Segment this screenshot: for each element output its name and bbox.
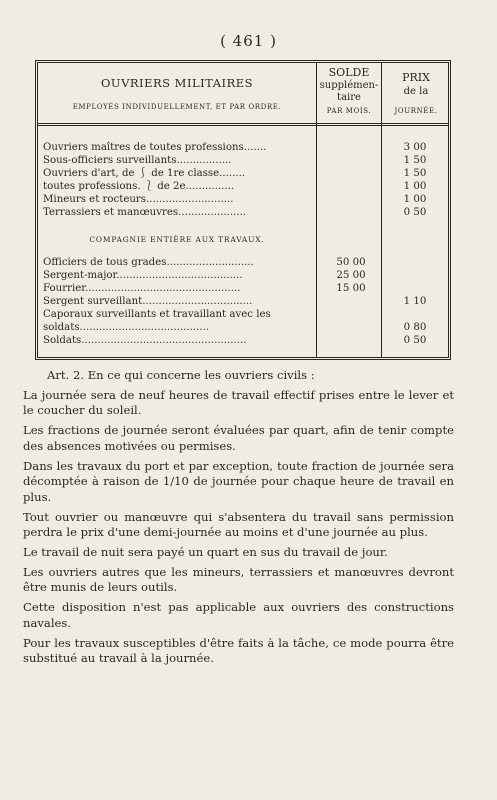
row-prix: 1 00	[403, 194, 427, 205]
table-row: Sergent surveillant..................................	[43, 296, 253, 307]
table-row: Caporaux surveillants et travaillant avec les	[43, 309, 271, 320]
row-solde: 25 00	[336, 270, 366, 281]
table-row: Officiers de tous grades...........................	[43, 257, 254, 268]
row-prix: 1 50	[403, 155, 427, 166]
row-prix: 0 80	[403, 322, 427, 333]
table-row: Ouvriers d'art, de ⎰ de 1re classe........	[43, 168, 246, 179]
table-row: Sergent-major.......................................	[43, 270, 243, 281]
table-row: Soldats...................................................	[43, 335, 247, 346]
header-solde: SOLDE	[328, 66, 370, 79]
row-prix: 1 10	[403, 296, 427, 307]
section-title: COMPAGNIE ENTIÈRE AUX TRAVAUX.	[89, 235, 265, 244]
header-prix-line3: JOURNÉE.	[394, 107, 438, 115]
table-row: Fourrier................................................	[43, 283, 241, 294]
table-row: Sous-officiers surveillants.................	[43, 155, 232, 166]
row-solde: 15 00	[336, 283, 366, 294]
paragraph: Le travail de nuit sera payé un quart en sus du travail de jour.	[23, 545, 388, 560]
row-prix: 0 50	[403, 335, 427, 346]
row-prix: 1 50	[403, 168, 427, 179]
paragraph: Pour les travaux susceptibles d'être faits à la tâche, ce mode pourra être substitué au travail à la journée.	[23, 635, 454, 666]
wage-table	[35, 60, 451, 360]
row-solde: 50 00	[336, 257, 366, 268]
table-row: toutes professions. ⎱ de 2e...............	[43, 181, 235, 192]
article-text	[23, 368, 454, 671]
header-prix-line2: de la	[403, 86, 429, 97]
paragraph: La journée sera de neuf heures de travail effectif prises entre le lever et le coucher du soleil.	[23, 387, 454, 418]
table-row: Terrassiers et manœuvres.....................	[43, 207, 247, 218]
header-solde-line4: PAR MOIS.	[326, 107, 372, 115]
paragraph: Tout ouvrier ou manœuvre qui s'absentera du travail sans permission perdra le prix d'une demi-journée au moins et d'une journée au plus.	[23, 509, 454, 540]
header-col1-subtitle: EMPLOYÉS INDIVIDUELLEMENT, ET PAR ORDRE.	[72, 103, 282, 111]
table-row: soldats........................................	[43, 322, 210, 333]
row-prix: 3 00	[403, 142, 427, 153]
header-rule	[38, 123, 448, 126]
header-col1-title: OUVRIERS MILITAIRES	[100, 76, 254, 90]
page-number: ( 461 )	[220, 32, 277, 50]
paragraph: Les ouvriers autres que les mineurs, terrassiers et manœuvres devront être munis de leurs outils.	[23, 564, 454, 595]
table-row: Ouvriers maîtres de toutes professions.......	[43, 142, 267, 153]
row-prix: 1 00	[403, 181, 427, 192]
paragraph: Cette disposition n'est pas applicable aux ouvriers des constructions navales.	[23, 600, 454, 630]
table-row: Mineurs et rocteurs...........................	[43, 194, 234, 205]
paragraph: Les fractions de journée seront évaluées par quart, afin de tenir compte des absences motivées ou permises.	[23, 423, 454, 453]
paragraph: Dans les travaux du port et par exception, toute fraction de journée sera décomptée à raison de 1/10 de journée pour chaque heure de travail en plus.	[23, 458, 454, 504]
row-prix: 0 50	[403, 207, 427, 218]
header-solde-line3: taire	[337, 92, 361, 103]
header-solde-line2: supplémen-	[319, 80, 379, 91]
article-heading: Art. 2. En ce qui concerne les ouvriers civils :	[47, 368, 315, 382]
header-prix: PRIX	[402, 71, 430, 84]
